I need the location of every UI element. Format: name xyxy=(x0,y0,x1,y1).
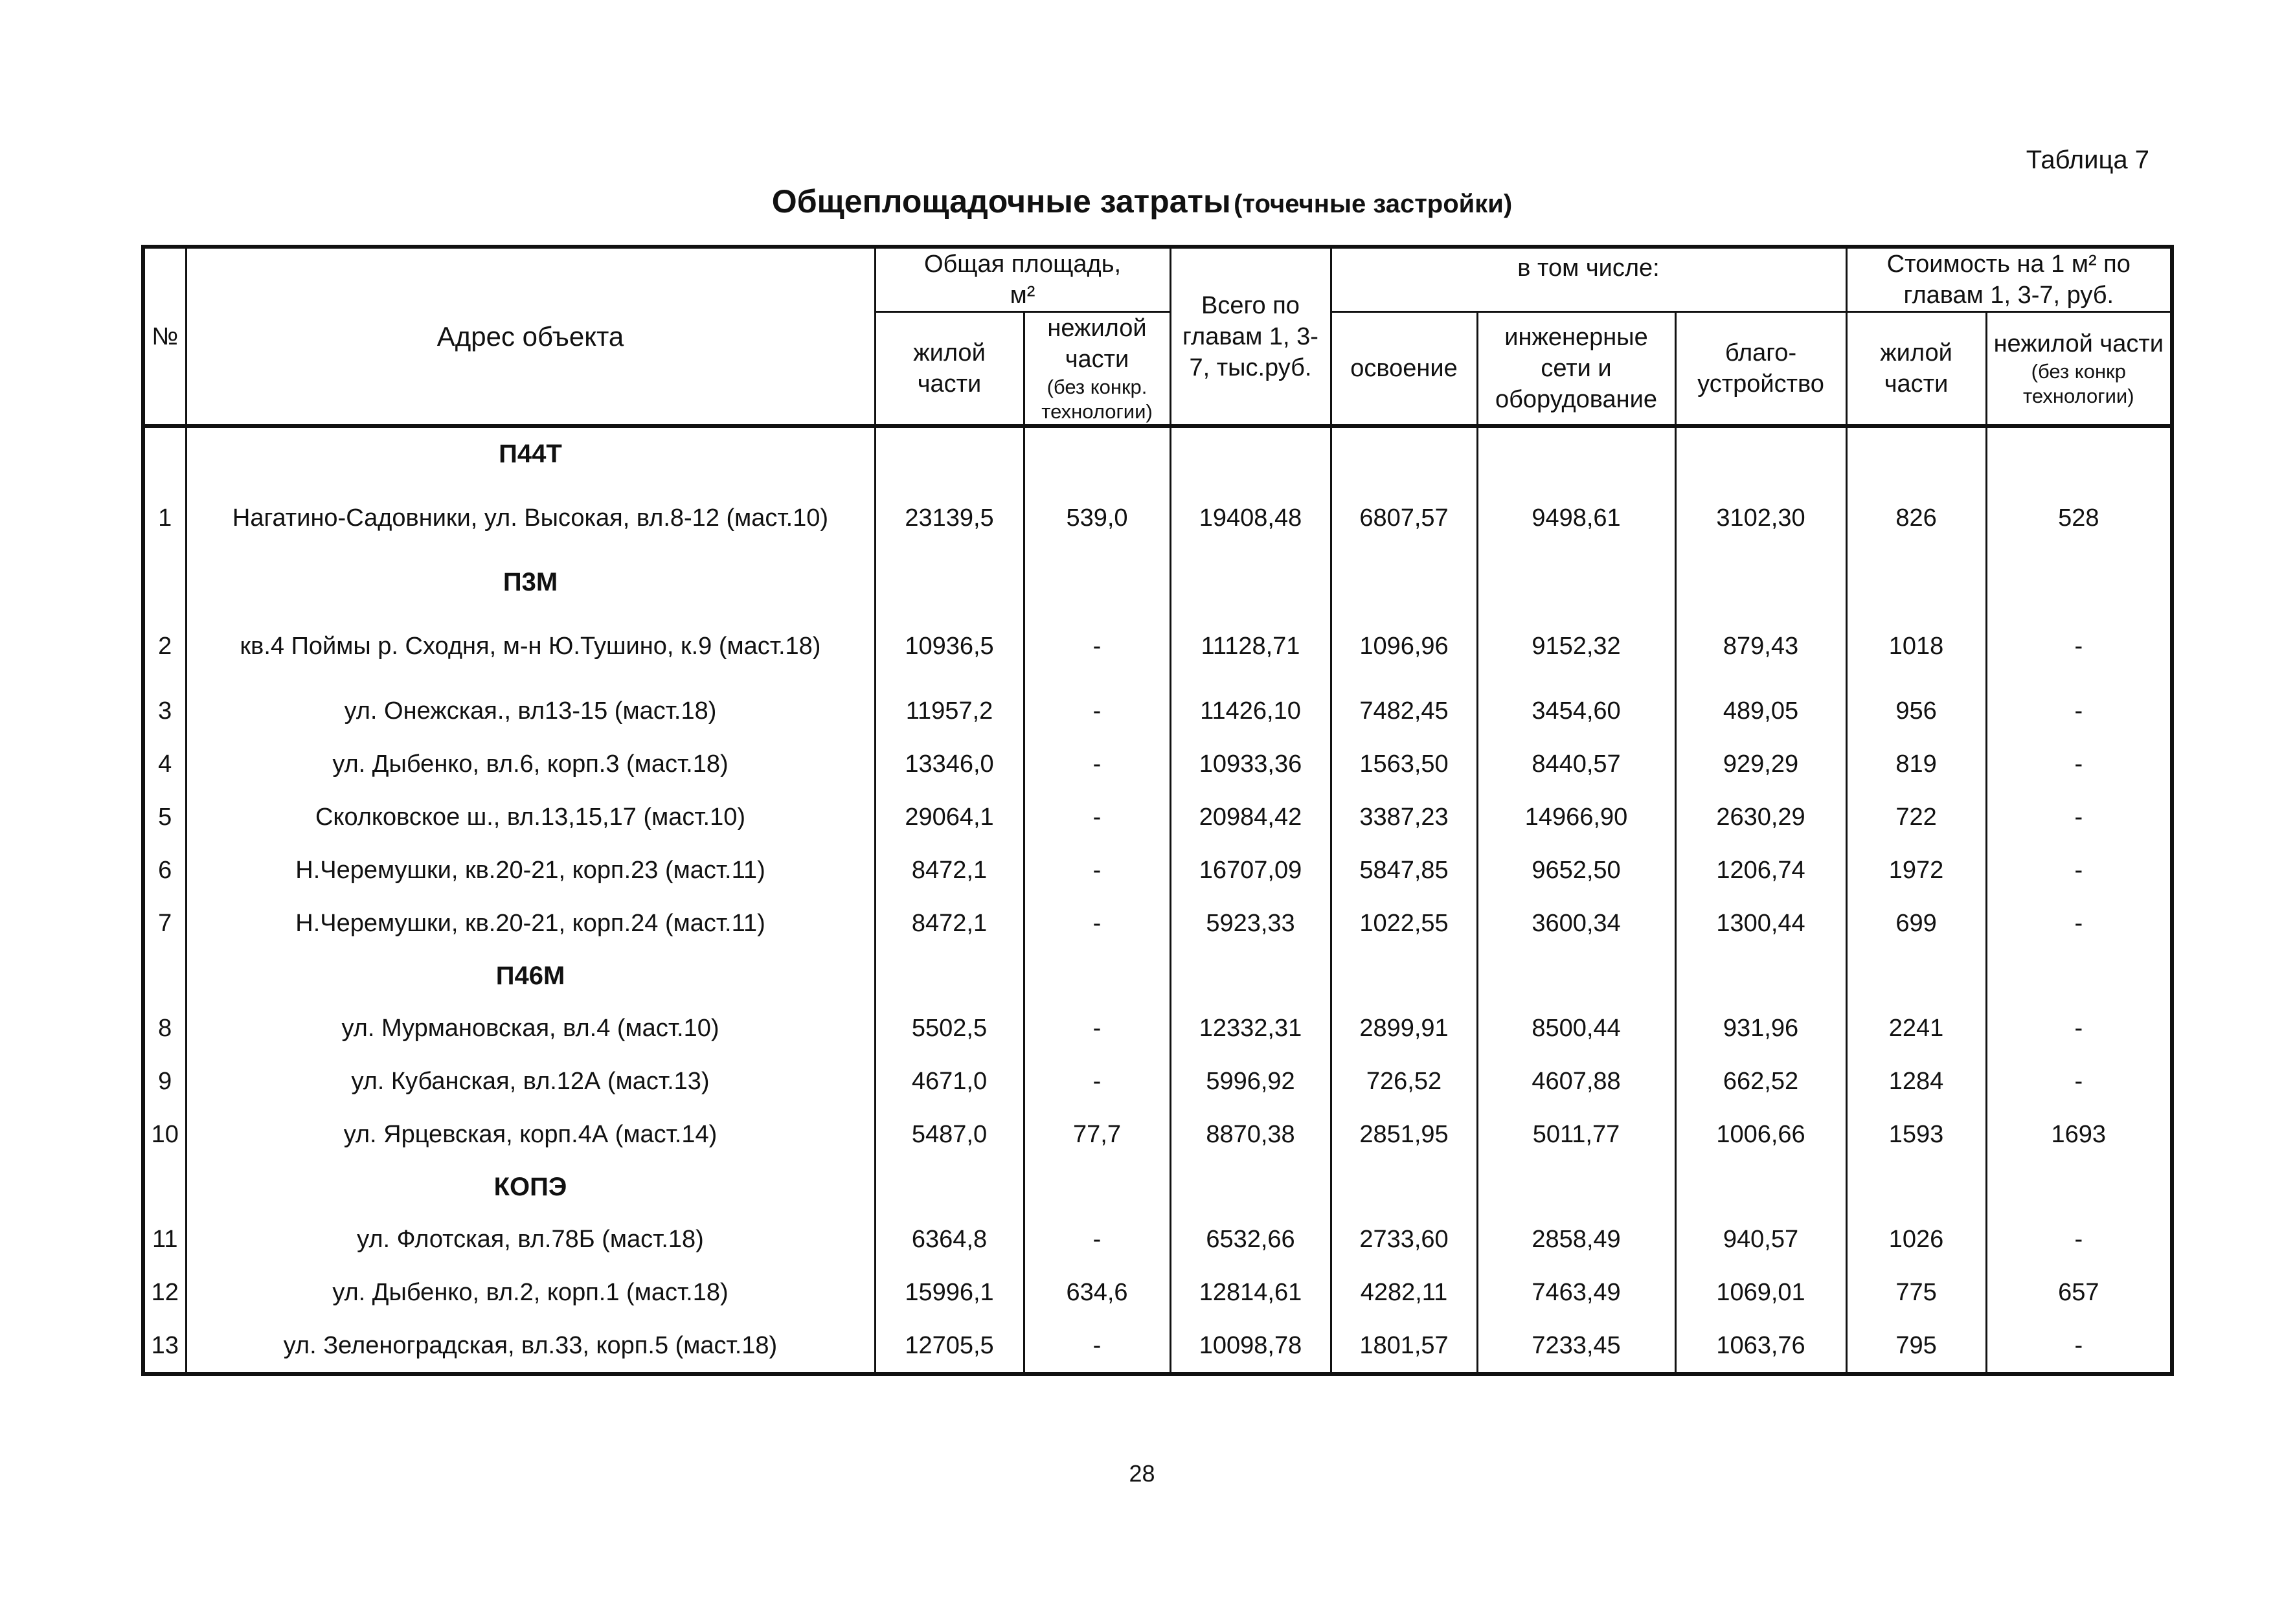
row-address: кв.4 Поймы р. Сходня, м-н Ю.Тушино, к.9 (маст.18) xyxy=(186,608,875,684)
row-area-res: 12705,5 xyxy=(875,1319,1024,1374)
row-number: 4 xyxy=(143,738,186,791)
table-row xyxy=(143,1108,2172,1161)
row-total: 5923,33 xyxy=(1170,897,1331,950)
row-area-res: 13346,0 xyxy=(875,738,1024,791)
table-row xyxy=(143,1319,2172,1374)
row-total: 19408,48 xyxy=(1170,480,1331,556)
row-address: ул. Онежская., вл13-15 (маст.18) xyxy=(186,684,875,738)
table-row xyxy=(143,1213,2172,1266)
row-area-nonres: - xyxy=(1024,1319,1170,1374)
row-area-nonres: 634,6 xyxy=(1024,1266,1170,1319)
row-number: 11 xyxy=(143,1213,186,1266)
row-land: 1063,76 xyxy=(1675,1319,1846,1374)
row-number: 10 xyxy=(143,1108,186,1161)
row-land: 1300,44 xyxy=(1675,897,1846,950)
row-land: 489,05 xyxy=(1675,684,1846,738)
row-dev: 2899,91 xyxy=(1331,1002,1477,1055)
row-address: ул. Ярцевская, корп.4А (маст.14) xyxy=(186,1108,875,1161)
row-cost-res: 826 xyxy=(1846,480,1986,556)
cost-nonres-label: нежилой части xyxy=(1993,330,2164,357)
row-cost-nonres: - xyxy=(1986,844,2172,897)
col-area-res-header: жилой части xyxy=(875,312,1024,427)
row-area-res: 10936,5 xyxy=(875,608,1024,684)
table-row xyxy=(143,1002,2172,1055)
row-eng: 9152,32 xyxy=(1477,608,1675,684)
col-incl-group-header: в том числе: xyxy=(1331,247,1846,312)
row-land: 2630,29 xyxy=(1675,791,1846,844)
col-eng-header: инженерные сети и оборудование xyxy=(1477,312,1675,427)
col-land-header: благо-устройство xyxy=(1675,312,1846,427)
row-eng: 9498,61 xyxy=(1477,480,1675,556)
row-address: Н.Черемушки, кв.20-21, корп.24 (маст.11) xyxy=(186,897,875,950)
row-number: 1 xyxy=(143,480,186,556)
row-address: Н.Черемушки, кв.20-21, корп.23 (маст.11) xyxy=(186,844,875,897)
col-cost-res-header: жилой части xyxy=(1846,312,1986,427)
page-title xyxy=(0,183,2284,220)
row-cost-nonres: - xyxy=(1986,897,2172,950)
row-cost-res: 722 xyxy=(1846,791,1986,844)
row-cost-nonres: 1693 xyxy=(1986,1108,2172,1161)
row-address: ул. Флотская, вл.78Б (маст.18) xyxy=(186,1213,875,1266)
col-dev-header: освоение xyxy=(1331,312,1477,427)
row-number: 6 xyxy=(143,844,186,897)
row-dev: 7482,45 xyxy=(1331,684,1477,738)
row-cost-nonres: - xyxy=(1986,1213,2172,1266)
row-number: 9 xyxy=(143,1055,186,1108)
row-area-res: 29064,1 xyxy=(875,791,1024,844)
row-number: 8 xyxy=(143,1002,186,1055)
row-dev: 2851,95 xyxy=(1331,1108,1477,1161)
group-row xyxy=(143,950,2172,1002)
page-number: 28 xyxy=(1129,1460,1155,1487)
row-dev: 3387,23 xyxy=(1331,791,1477,844)
table-row xyxy=(143,1055,2172,1108)
table-row xyxy=(143,897,2172,950)
row-total: 11426,10 xyxy=(1170,684,1331,738)
row-cost-res: 2241 xyxy=(1846,1002,1986,1055)
row-cost-nonres: - xyxy=(1986,791,2172,844)
table-row xyxy=(143,738,2172,791)
table-row xyxy=(143,844,2172,897)
table-row xyxy=(143,684,2172,738)
row-cost-res: 819 xyxy=(1846,738,1986,791)
row-land: 1206,74 xyxy=(1675,844,1846,897)
row-area-res: 8472,1 xyxy=(875,897,1024,950)
row-dev: 1801,57 xyxy=(1331,1319,1477,1374)
row-cost-res: 1026 xyxy=(1846,1213,1986,1266)
row-cost-res: 775 xyxy=(1846,1266,1986,1319)
row-cost-res: 956 xyxy=(1846,684,1986,738)
row-area-nonres: - xyxy=(1024,738,1170,791)
table-row xyxy=(143,1266,2172,1319)
area-unit-label: м² xyxy=(1010,282,1035,309)
row-dev: 1022,55 xyxy=(1331,897,1477,950)
row-area-nonres: - xyxy=(1024,791,1170,844)
row-cost-nonres: - xyxy=(1986,1319,2172,1374)
row-cost-res: 699 xyxy=(1846,897,1986,950)
row-address: ул. Зеленоградская, вл.33, корп.5 (маст.18) xyxy=(186,1319,875,1374)
row-address: ул. Мурмановская, вл.4 (маст.10) xyxy=(186,1002,875,1055)
row-number: 7 xyxy=(143,897,186,950)
row-land: 662,52 xyxy=(1675,1055,1846,1108)
row-area-nonres: - xyxy=(1024,1002,1170,1055)
row-address: ул. Дыбенко, вл.2, корп.1 (маст.18) xyxy=(186,1266,875,1319)
row-cost-nonres: 657 xyxy=(1986,1266,2172,1319)
col-area-group-header xyxy=(875,247,1170,312)
group-row xyxy=(143,556,2172,608)
row-land: 3102,30 xyxy=(1675,480,1846,556)
row-eng: 2858,49 xyxy=(1477,1213,1675,1266)
row-total: 10933,36 xyxy=(1170,738,1331,791)
row-total: 8870,38 xyxy=(1170,1108,1331,1161)
row-total: 12332,31 xyxy=(1170,1002,1331,1055)
row-area-nonres: - xyxy=(1024,684,1170,738)
row-total: 11128,71 xyxy=(1170,608,1331,684)
row-number: 13 xyxy=(143,1319,186,1374)
col-total-header: Всего по главам 1, 3-7, тыс.руб. xyxy=(1170,247,1331,426)
row-dev: 5847,85 xyxy=(1331,844,1477,897)
group-name: П44Т xyxy=(186,426,875,480)
row-area-res: 8472,1 xyxy=(875,844,1024,897)
col-cost-group-header: Стоимость на 1 м² по главам 1, 3-7, руб. xyxy=(1846,247,2172,312)
row-number: 3 xyxy=(143,684,186,738)
row-eng: 14966,90 xyxy=(1477,791,1675,844)
row-dev: 726,52 xyxy=(1331,1055,1477,1108)
row-total: 12814,61 xyxy=(1170,1266,1331,1319)
row-area-nonres: 539,0 xyxy=(1024,480,1170,556)
row-address: ул. Дыбенко, вл.6, корп.3 (маст.18) xyxy=(186,738,875,791)
row-eng: 9652,50 xyxy=(1477,844,1675,897)
row-eng: 8440,57 xyxy=(1477,738,1675,791)
row-area-nonres: 77,7 xyxy=(1024,1108,1170,1161)
row-dev: 2733,60 xyxy=(1331,1213,1477,1266)
row-cost-res: 795 xyxy=(1846,1319,1986,1374)
row-total: 16707,09 xyxy=(1170,844,1331,897)
table-row xyxy=(143,791,2172,844)
area-nonres-label: нежилой части xyxy=(1047,315,1147,373)
row-cost-nonres: - xyxy=(1986,684,2172,738)
row-address: Сколковское ш., вл.13,15,17 (маст.10) xyxy=(186,791,875,844)
row-dev: 1563,50 xyxy=(1331,738,1477,791)
row-number: 12 xyxy=(143,1266,186,1319)
row-total: 20984,42 xyxy=(1170,791,1331,844)
row-area-res: 15996,1 xyxy=(875,1266,1024,1319)
row-area-res: 11957,2 xyxy=(875,684,1024,738)
row-number: 5 xyxy=(143,791,186,844)
row-dev: 6807,57 xyxy=(1331,480,1477,556)
group-row xyxy=(143,426,2172,480)
row-cost-res: 1018 xyxy=(1846,608,1986,684)
row-land: 1006,66 xyxy=(1675,1108,1846,1161)
group-name: П3М xyxy=(186,556,875,608)
group-row xyxy=(143,1161,2172,1213)
row-area-res: 5502,5 xyxy=(875,1002,1024,1055)
row-number: 2 xyxy=(143,608,186,684)
row-cost-res: 1972 xyxy=(1846,844,1986,897)
table-number: Таблица 7 xyxy=(2026,146,2149,174)
row-area-nonres: - xyxy=(1024,608,1170,684)
row-land: 879,43 xyxy=(1675,608,1846,684)
row-area-nonres: - xyxy=(1024,1213,1170,1266)
row-eng: 7233,45 xyxy=(1477,1319,1675,1374)
row-cost-nonres: - xyxy=(1986,738,2172,791)
row-cost-res: 1284 xyxy=(1846,1055,1986,1108)
row-cost-nonres: - xyxy=(1986,608,2172,684)
row-area-nonres: - xyxy=(1024,1055,1170,1108)
row-area-nonres: - xyxy=(1024,897,1170,950)
col-address-header: Адрес объекта xyxy=(186,247,875,426)
area-nonres-note: (без конкр. технологии) xyxy=(1041,376,1153,423)
row-total: 5996,92 xyxy=(1170,1055,1331,1108)
row-area-res: 5487,0 xyxy=(875,1108,1024,1161)
title-subtitle: (точечные застройки) xyxy=(1234,190,1513,218)
row-eng: 3600,34 xyxy=(1477,897,1675,950)
col-cost-nonres-header xyxy=(1986,312,2172,427)
col-area-nonres-header xyxy=(1024,312,1170,427)
row-dev: 1096,96 xyxy=(1331,608,1477,684)
costs-table xyxy=(141,245,2174,1376)
row-total: 6532,66 xyxy=(1170,1213,1331,1266)
row-eng: 5011,77 xyxy=(1477,1108,1675,1161)
table-body xyxy=(143,426,2172,1374)
table-row xyxy=(143,480,2172,556)
table-row xyxy=(143,608,2172,684)
row-area-nonres: - xyxy=(1024,844,1170,897)
row-land: 940,57 xyxy=(1675,1213,1846,1266)
row-cost-nonres: - xyxy=(1986,1055,2172,1108)
area-group-label: Общая площадь, xyxy=(923,251,1122,278)
col-no-header: № xyxy=(143,247,186,426)
row-cost-res: 1593 xyxy=(1846,1108,1986,1161)
row-address: Нагатино-Садовники, ул. Высокая, вл.8-12 (маст.10) xyxy=(186,480,875,556)
row-land: 1069,01 xyxy=(1675,1266,1846,1319)
row-eng: 8500,44 xyxy=(1477,1002,1675,1055)
row-eng: 3454,60 xyxy=(1477,684,1675,738)
row-eng: 7463,49 xyxy=(1477,1266,1675,1319)
row-land: 929,29 xyxy=(1675,738,1846,791)
row-dev: 4282,11 xyxy=(1331,1266,1477,1319)
row-area-res: 4671,0 xyxy=(875,1055,1024,1108)
group-name: П46М xyxy=(186,950,875,1002)
row-total: 10098,78 xyxy=(1170,1319,1331,1374)
title-main: Общеплощадочные затраты xyxy=(771,183,1231,220)
row-eng: 4607,88 xyxy=(1477,1055,1675,1108)
group-name: КОПЭ xyxy=(186,1161,875,1213)
row-cost-nonres: - xyxy=(1986,1002,2172,1055)
row-area-res: 23139,5 xyxy=(875,480,1024,556)
cost-nonres-note: (без конкр технологии) xyxy=(2023,360,2134,407)
row-address: ул. Кубанская, вл.12А (маст.13) xyxy=(186,1055,875,1108)
row-cost-nonres: 528 xyxy=(1986,480,2172,556)
row-land: 931,96 xyxy=(1675,1002,1846,1055)
row-area-res: 6364,8 xyxy=(875,1213,1024,1266)
